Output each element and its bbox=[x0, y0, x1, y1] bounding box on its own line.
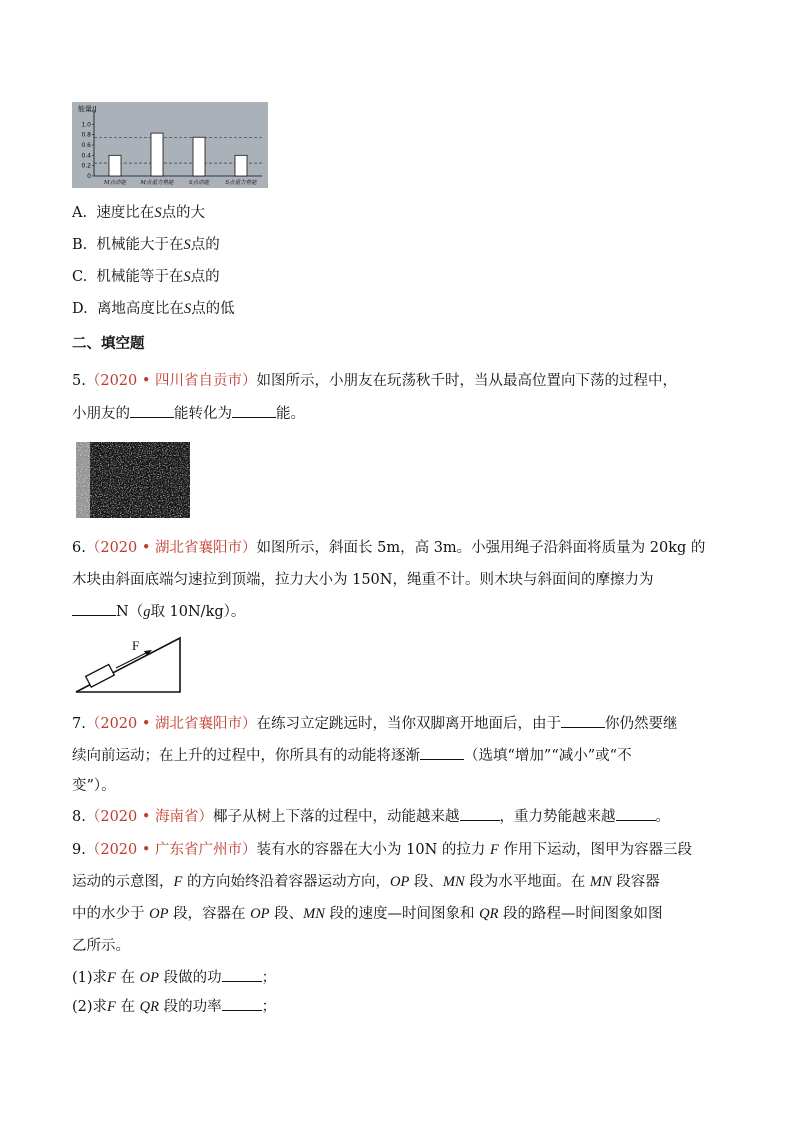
incline-diagram bbox=[70, 634, 190, 696]
q7-line1: 7.（2020 • 湖北省襄阳市）在练习立定跳远时，当你双脚离开地面后，由于 你仍然要继 bbox=[72, 713, 678, 735]
bar bbox=[235, 155, 247, 176]
q7-source: （2020 • 湖北省襄阳市） bbox=[85, 716, 257, 732]
q6-blank[interactable] bbox=[72, 601, 116, 616]
y-tick-label: 0 bbox=[87, 173, 91, 180]
q9-blank-2[interactable] bbox=[222, 996, 262, 1011]
q5-blank-2[interactable] bbox=[232, 403, 276, 418]
y-tick-label: 1.0 bbox=[81, 121, 91, 129]
option-b: B. 机械能大于在S点的 bbox=[72, 237, 220, 253]
q7-blank-1[interactable] bbox=[561, 713, 605, 728]
q7-line3: 变”）。 bbox=[72, 778, 116, 794]
q9-line2: 运动的示意图，F 的方向始终沿着容器运动方向，OP 段、MN 段为水平地面。在 MN 段容器 bbox=[72, 874, 660, 890]
option-c: C. 机械能等于在S点的 bbox=[72, 269, 220, 285]
x-tick-label: M点重力势能 bbox=[140, 180, 174, 186]
option-d: D. 离地高度比在S点的低 bbox=[72, 301, 235, 317]
x-tick-label: M点动能 bbox=[103, 180, 127, 186]
y-tick-label: 0.2 bbox=[81, 162, 91, 170]
q6-source: （2020 • 湖北省襄阳市） bbox=[85, 540, 257, 556]
q5-blank-1[interactable] bbox=[130, 403, 174, 418]
q8-source: （2020 • 海南省） bbox=[85, 809, 214, 825]
bar bbox=[151, 133, 163, 176]
swing-photo bbox=[76, 442, 190, 518]
q7-line2: 续向前运动；在上升的过程中，你所具有的动能将逐渐 （选填“增加”“减小”或“不 bbox=[72, 745, 632, 767]
y-tick-label: 0.6 bbox=[81, 142, 91, 149]
x-tick-label: S点重力势能 bbox=[225, 180, 257, 186]
bar bbox=[109, 155, 121, 176]
q5-line1: 5.（2020 • 四川省自贡市）如图所示，小朋友在玩荡秋千时，当从最高位置向下荡的过程中， bbox=[72, 373, 678, 389]
section-title: 二、填空题 bbox=[72, 336, 145, 352]
q6-line3: N（g取 10N/kg）。 bbox=[72, 601, 245, 623]
force-label-f: F bbox=[132, 638, 140, 653]
q6-line2: 木块由斜面底端匀速拉到顶端，拉力大小为 150N，绳重不计。则木块与斜面间的摩擦力为 bbox=[72, 572, 654, 588]
y-tick-label: 0.8 bbox=[81, 131, 91, 139]
y-axis-label: 能量/J bbox=[78, 105, 97, 113]
x-tick-label: S点动能 bbox=[188, 180, 210, 186]
q8-blank-2[interactable] bbox=[616, 806, 656, 821]
q6-line1: 6.（2020 • 湖北省襄阳市）如图所示，斜面长 5m，高 3m。小强用绳子沿斜面将质量为 20kg 的 bbox=[72, 540, 706, 556]
option-a: A. 速度比在S点的大 bbox=[72, 205, 206, 221]
q8-line1: 8.（2020 • 海南省）椰子从树上下落的过程中，动能越来越 ，重力势能越来越 。 bbox=[72, 806, 670, 828]
energy-bar-chart bbox=[72, 102, 268, 188]
q5-source: （2020 • 四川省自贡市） bbox=[85, 373, 257, 389]
q9-line1: 9.（2020 • 广东省广州市）装有水的容器在大小为 10N 的拉力 F 作用下运动，图甲为容器三段 bbox=[72, 842, 692, 858]
q9-line4: 乙所示。 bbox=[72, 938, 130, 954]
y-tick-label: 0.4 bbox=[81, 152, 91, 160]
q8-blank-1[interactable] bbox=[460, 806, 500, 821]
energy-chart-svg bbox=[72, 102, 268, 188]
q7-blank-2[interactable] bbox=[420, 745, 464, 760]
q9-source: （2020 • 广东省广州市） bbox=[85, 842, 257, 858]
q9-line3: 中的水少于 OP 段，容器在 OP 段、MN 段的速度—时间图象和 QR 段的路程—时间图象如图 bbox=[72, 906, 663, 922]
q9-blank-1[interactable] bbox=[222, 967, 262, 982]
bar bbox=[193, 137, 205, 176]
q9-sub2: (2)求F 在 QR 段的功率 ； bbox=[72, 996, 276, 1018]
q9-sub1: (1)求F 在 OP 段做的功 ； bbox=[72, 967, 276, 989]
q5-line2: 小朋友的 能转化为 能。 bbox=[72, 403, 305, 425]
